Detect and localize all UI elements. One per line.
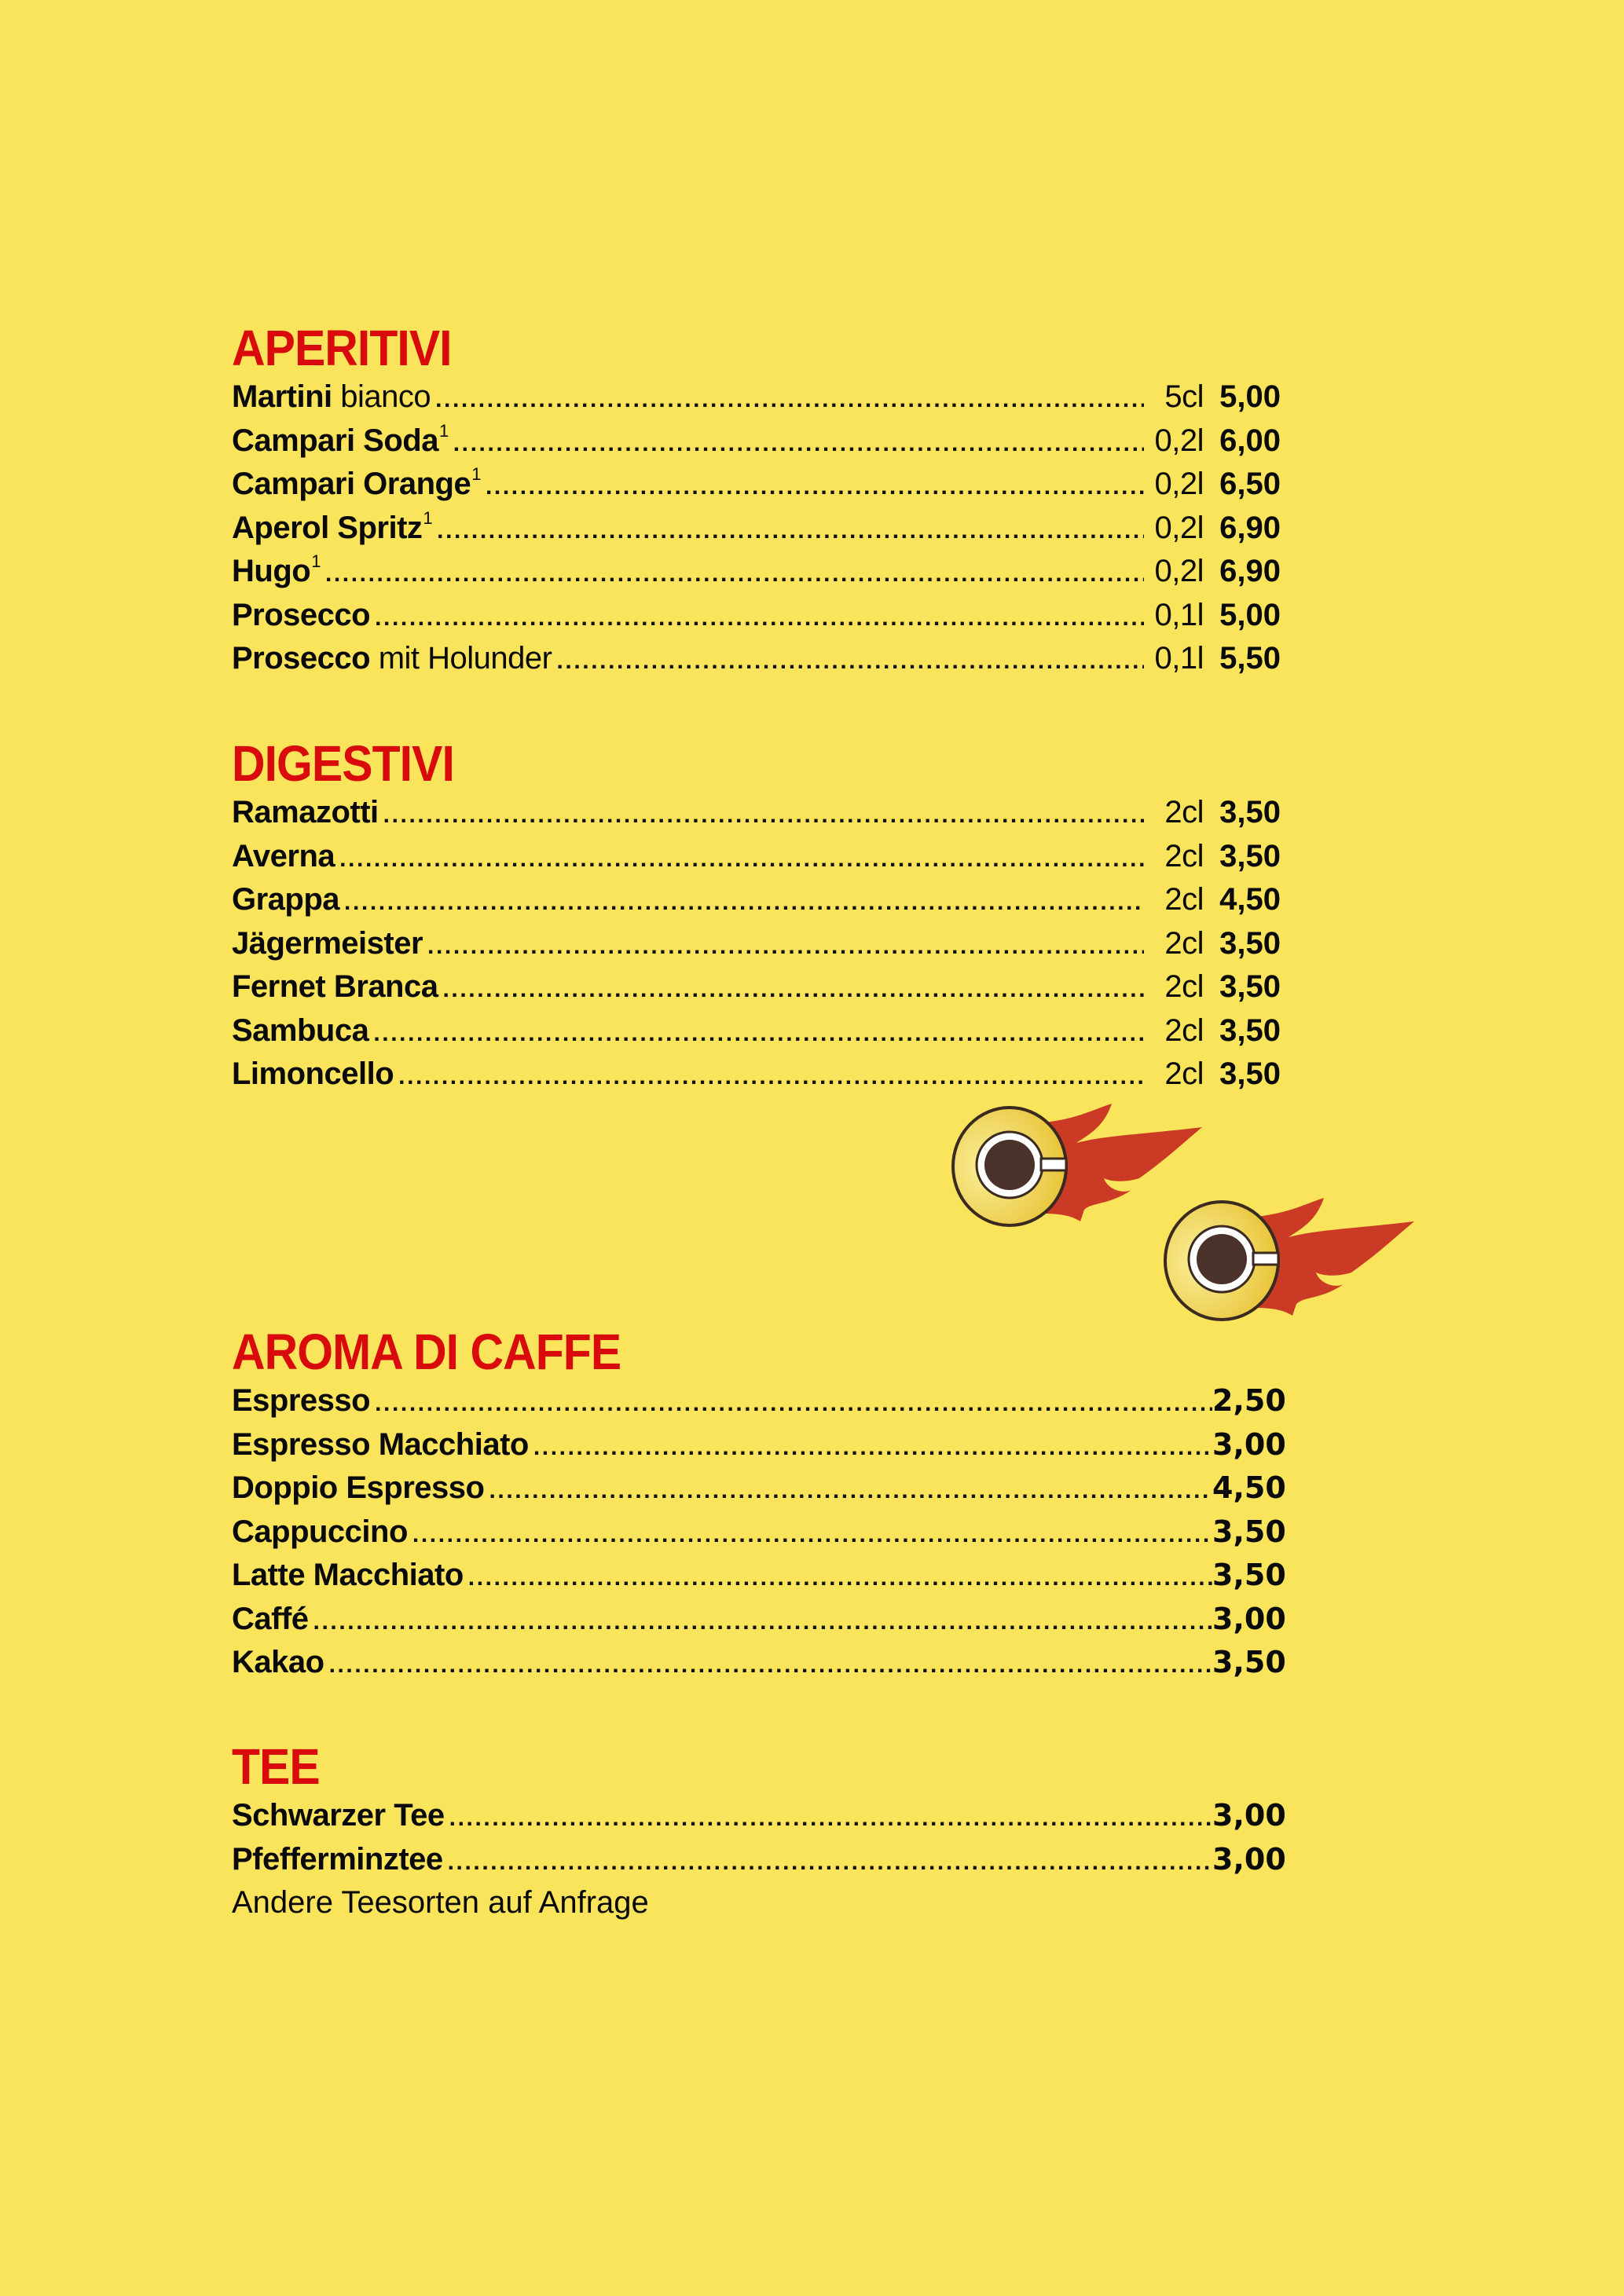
item-name: Pfefferminztee	[232, 1841, 443, 1877]
item-name: Prosecco	[232, 597, 371, 632]
flaming-coffee-cup-icon	[1155, 1198, 1414, 1331]
item-price: 3,50	[1219, 969, 1281, 1004]
dot-leader	[437, 509, 1144, 552]
item-name: Kakao	[232, 1645, 324, 1679]
item-extra: bianco	[332, 379, 431, 414]
item-price: 3,50	[1219, 1013, 1281, 1048]
menu-item	[232, 1511, 1286, 1554]
dot-leader	[435, 378, 1144, 421]
menu-item	[232, 1838, 1286, 1882]
item-price: 3,50	[1219, 838, 1281, 873]
section-tee	[232, 1738, 1286, 1924]
item-price: 3,00	[1212, 1426, 1286, 1462]
menu-item	[232, 419, 1281, 463]
menu-item	[232, 375, 1281, 419]
item-extra: mit Holunder	[370, 641, 552, 676]
menu-item	[232, 1794, 1286, 1838]
dot-leader	[468, 1556, 1212, 1599]
item-volume: 2cl	[1164, 925, 1204, 961]
menu-item	[232, 1009, 1281, 1053]
item-volume: 0,2l	[1154, 554, 1204, 588]
item-volume: 0,1l	[1154, 597, 1204, 632]
item-name: Martini	[232, 379, 332, 414]
menu-item	[232, 507, 1281, 551]
item-name: Averna	[232, 838, 335, 873]
dot-leader	[329, 1643, 1212, 1686]
item-volume: 2cl	[1164, 1056, 1204, 1091]
section-digestivi	[232, 736, 1281, 1097]
item-price: 4,50	[1219, 882, 1281, 917]
menu-item	[232, 550, 1281, 594]
item-volume: 5cl	[1164, 379, 1204, 414]
section-aroma-di-caffe	[232, 1324, 1286, 1685]
item-price: 5,00	[1219, 379, 1281, 414]
item-name: Schwarzer Tee	[232, 1798, 445, 1833]
menu-item	[232, 1053, 1281, 1097]
dot-leader	[339, 837, 1144, 881]
item-name: Grappa	[232, 882, 340, 917]
dot-leader	[325, 552, 1144, 595]
item-name: Espresso	[232, 1383, 371, 1418]
item-name: Aperol Spritz	[232, 510, 423, 545]
item-price: 3,50	[1212, 1514, 1286, 1549]
item-price: 3,50	[1212, 1645, 1286, 1679]
item-price: 6,90	[1219, 510, 1281, 545]
item-name: Campari Orange	[232, 467, 471, 501]
menu-item	[232, 835, 1281, 879]
item-volume: 2cl	[1164, 795, 1204, 829]
item-price: 3,00	[1212, 1841, 1286, 1877]
footnote-marker: 1	[438, 420, 449, 441]
item-price: 3,50	[1219, 795, 1281, 829]
dot-leader	[375, 1382, 1212, 1425]
item-price: 6,50	[1219, 467, 1281, 501]
menu-item	[232, 1598, 1286, 1642]
item-name: Prosecco	[232, 641, 371, 676]
item-volume: 2cl	[1164, 882, 1204, 917]
dot-leader	[344, 881, 1144, 924]
dot-leader	[427, 925, 1144, 968]
section-title: APERITIVI	[232, 320, 452, 376]
dot-leader	[375, 596, 1144, 639]
item-price: 3,50	[1212, 1558, 1286, 1592]
dot-leader	[486, 465, 1144, 508]
dot-leader	[448, 1840, 1212, 1884]
item-volume: 2cl	[1164, 969, 1204, 1004]
item-price: 3,00	[1212, 1798, 1286, 1833]
item-price: 3,50	[1219, 1056, 1281, 1091]
dot-leader	[533, 1426, 1212, 1469]
item-name: Doppio Espresso	[232, 1470, 485, 1505]
menu-item	[232, 791, 1281, 835]
footnote-marker: 1	[311, 551, 321, 571]
item-name: Latte Macchiato	[232, 1558, 464, 1592]
menu-item	[232, 1641, 1286, 1685]
menu-item	[232, 965, 1281, 1009]
dot-leader	[383, 793, 1144, 837]
item-price: 2,50	[1212, 1383, 1286, 1418]
menu-item	[232, 1554, 1286, 1598]
item-name: Limoncello	[232, 1056, 394, 1091]
tea-note: Andere Teesorten auf Anfrage	[232, 1885, 649, 1920]
item-volume: 0,1l	[1154, 641, 1204, 676]
dot-leader	[449, 1796, 1212, 1840]
section-title: AROMA DI CAFFE	[232, 1324, 621, 1380]
menu-item	[232, 878, 1281, 922]
menu-item	[232, 463, 1281, 507]
item-name: Ramazotti	[232, 795, 379, 829]
dot-leader	[398, 1055, 1144, 1098]
item-price: 6,90	[1219, 554, 1281, 588]
item-name: Jägermeister	[232, 925, 423, 961]
item-price: 6,00	[1219, 423, 1281, 458]
dot-leader	[412, 1513, 1212, 1556]
menu-item	[232, 1379, 1286, 1423]
item-name: Espresso Macchiato	[232, 1426, 529, 1462]
item-volume: 2cl	[1164, 1013, 1204, 1048]
item-price: 5,00	[1219, 597, 1281, 632]
footnote-marker: 1	[471, 464, 481, 484]
dot-leader	[556, 639, 1144, 683]
menu-item	[232, 637, 1281, 681]
item-volume: 2cl	[1164, 838, 1204, 873]
item-name: Caffé	[232, 1601, 309, 1636]
section-title: TEE	[232, 1738, 320, 1795]
menu-item	[232, 594, 1281, 638]
menu-item	[232, 1423, 1286, 1467]
item-price: 5,50	[1219, 641, 1281, 676]
item-volume: 0,2l	[1154, 423, 1204, 458]
item-volume: 0,2l	[1154, 510, 1204, 545]
item-name: Sambuca	[232, 1013, 369, 1048]
item-price: 3,50	[1219, 925, 1281, 961]
item-price: 3,00	[1212, 1601, 1286, 1636]
dot-leader	[489, 1469, 1212, 1512]
footnote-marker: 1	[423, 507, 433, 528]
item-name: Cappuccino	[232, 1514, 408, 1549]
dot-leader	[453, 422, 1144, 465]
dot-leader	[442, 968, 1144, 1011]
item-volume: 0,2l	[1154, 467, 1204, 501]
item-price: 4,50	[1212, 1470, 1286, 1505]
dot-leader	[373, 1012, 1144, 1055]
dot-leader	[313, 1600, 1212, 1643]
menu-item	[232, 1467, 1286, 1511]
item-name: Fernet Branca	[232, 969, 438, 1004]
section-title: DIGESTIVI	[232, 735, 454, 792]
section-aperitivi	[232, 320, 1281, 681]
item-name: Campari Soda	[232, 423, 438, 458]
menu-item	[232, 922, 1281, 966]
item-name: Hugo	[232, 554, 311, 588]
